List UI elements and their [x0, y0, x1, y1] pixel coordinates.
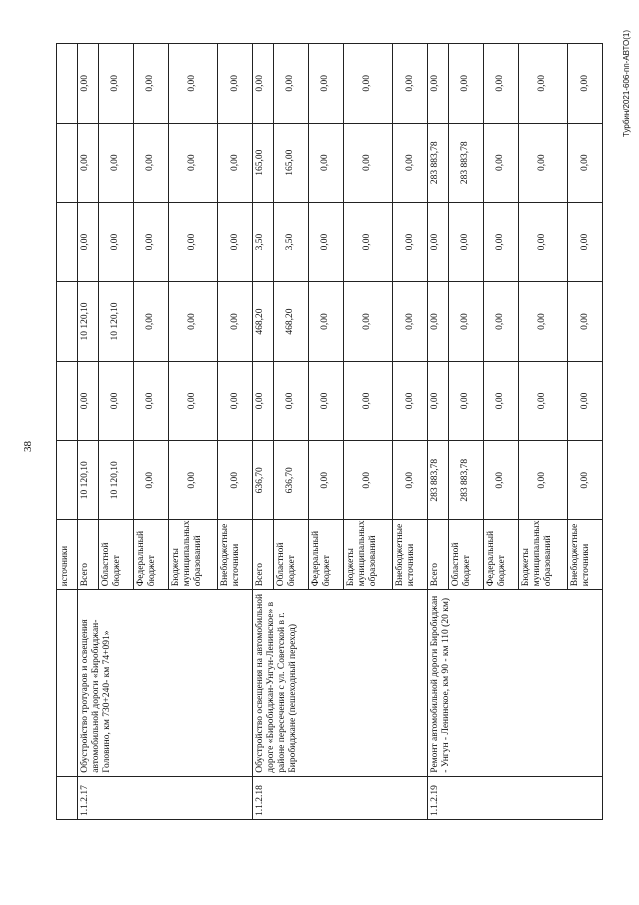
value-cell: 0,00	[567, 44, 602, 124]
value-cell: 0,00	[133, 202, 168, 281]
value-cell: 0,00	[392, 361, 427, 440]
value-cell: 636,70	[252, 441, 273, 520]
funding-source: Бюджеты муниципальных образований	[168, 520, 217, 590]
value-cell: 0,00	[168, 202, 217, 281]
value-cell: 0,00	[308, 282, 343, 361]
value-cell: 0,00	[273, 44, 308, 124]
funding-source: Внебюджетные источники	[392, 520, 427, 590]
value-cell: 0,00	[168, 441, 217, 520]
item-code: 1.1.2.19	[427, 776, 602, 819]
budget-table	[56, 43, 603, 820]
value-cell: 0,00	[448, 282, 483, 361]
value-cell: 0,00	[518, 44, 567, 124]
document-footer-code: Турбин/2021-606-пп-АВТО(1)	[622, 30, 631, 137]
value-cell: 0,00	[567, 202, 602, 281]
funding-source: Бюджеты муниципальных образований	[518, 520, 567, 590]
value-cell: 0,00	[252, 44, 273, 124]
funding-source: Областной бюджет	[448, 520, 483, 590]
header-cell	[57, 123, 78, 202]
value-cell: 0,00	[308, 441, 343, 520]
header-cell-sources: источники	[57, 520, 78, 590]
header-cell	[57, 776, 78, 819]
value-cell: 0,00	[252, 361, 273, 440]
value-cell: 0,00	[98, 361, 133, 440]
value-cell: 0,00	[392, 282, 427, 361]
value-cell: 0,00	[168, 282, 217, 361]
header-cell	[57, 590, 78, 776]
value-cell: 0,00	[308, 361, 343, 440]
budget-table-rotated	[56, 43, 603, 820]
funding-source: Бюджеты муниципальных образований	[343, 520, 392, 590]
value-cell: 0,00	[483, 361, 518, 440]
value-cell: 0,00	[567, 361, 602, 440]
value-cell: 3,50	[252, 202, 273, 281]
value-cell: 0,00	[483, 202, 518, 281]
table-header-row	[57, 44, 78, 820]
value-cell: 0,00	[343, 44, 392, 124]
value-cell: 0,00	[392, 441, 427, 520]
value-cell: 0,00	[217, 361, 252, 440]
value-cell: 283 883,78	[448, 441, 483, 520]
table-body	[57, 44, 603, 820]
value-cell: 0,00	[567, 123, 602, 202]
value-cell: 0,00	[518, 441, 567, 520]
value-cell: 0,00	[98, 123, 133, 202]
value-cell: 0,00	[273, 361, 308, 440]
funding-source: Внебюджетные источники	[217, 520, 252, 590]
value-cell: 10 120,10	[78, 282, 99, 361]
value-cell: 0,00	[168, 44, 217, 124]
value-cell: 0,00	[217, 441, 252, 520]
value-cell: 0,00	[78, 123, 99, 202]
funding-source: Федеральный бюджет	[483, 520, 518, 590]
value-cell: 0,00	[427, 361, 448, 440]
value-cell: 0,00	[427, 44, 448, 124]
value-cell: 283 883,78	[427, 123, 448, 202]
table-row	[78, 44, 99, 820]
value-cell: 0,00	[483, 44, 518, 124]
value-cell: 0,00	[78, 361, 99, 440]
header-cell	[57, 44, 78, 124]
value-cell: 0,00	[518, 202, 567, 281]
value-cell: 0,00	[518, 282, 567, 361]
funding-source: Областной бюджет	[273, 520, 308, 590]
value-cell: 0,00	[448, 361, 483, 440]
value-cell: 0,00	[343, 361, 392, 440]
item-name: Обустройство тротуаров и освещения автомобильной дороги «Биробиджан-Головино, км 730+240- км 74+091»	[78, 590, 253, 776]
value-cell: 0,00	[483, 441, 518, 520]
value-cell: 0,00	[427, 282, 448, 361]
header-cell	[57, 441, 78, 520]
value-cell: 468,20	[273, 282, 308, 361]
value-cell: 0,00	[392, 123, 427, 202]
value-cell: 0,00	[427, 202, 448, 281]
value-cell: 0,00	[567, 282, 602, 361]
value-cell: 0,00	[78, 44, 99, 124]
value-cell: 0,00	[392, 44, 427, 124]
value-cell: 0,00	[78, 202, 99, 281]
item-name: Обустройство освещения на автомобильной дороге «Биробиджан-Унгун-Ленинское» в районе пересечения с ул. Советской в г. Биробиджане (пешеходный переход)	[252, 590, 427, 776]
value-cell: 0,00	[567, 441, 602, 520]
value-cell: 0,00	[168, 361, 217, 440]
funding-source: Всего	[252, 520, 273, 590]
funding-source: Федеральный бюджет	[308, 520, 343, 590]
value-cell: 10 120,10	[98, 441, 133, 520]
value-cell: 0,00	[98, 202, 133, 281]
funding-source: Областной бюджет	[98, 520, 133, 590]
value-cell: 0,00	[518, 123, 567, 202]
value-cell: 0,00	[308, 123, 343, 202]
item-name: Ремонт автомобильной дороги Биробиджан - Унгун - Ленинское, км 90 - км 110 (20 км)	[427, 590, 602, 776]
value-cell: 0,00	[483, 123, 518, 202]
value-cell: 0,00	[133, 44, 168, 124]
value-cell: 0,00	[217, 123, 252, 202]
value-cell: 0,00	[133, 361, 168, 440]
value-cell: 283 883,78	[448, 123, 483, 202]
value-cell: 0,00	[308, 202, 343, 281]
value-cell: 0,00	[343, 123, 392, 202]
value-cell: 0,00	[392, 202, 427, 281]
value-cell: 0,00	[343, 441, 392, 520]
value-cell: 165,00	[252, 123, 273, 202]
value-cell: 165,00	[273, 123, 308, 202]
header-cell	[57, 282, 78, 361]
value-cell: 0,00	[448, 202, 483, 281]
value-cell: 0,00	[133, 441, 168, 520]
value-cell: 0,00	[343, 202, 392, 281]
value-cell: 10 120,10	[98, 282, 133, 361]
funding-source: Всего	[78, 520, 99, 590]
funding-source: Федеральный бюджет	[133, 520, 168, 590]
item-code: 1.1.2.17	[78, 776, 253, 819]
value-cell: 0,00	[217, 282, 252, 361]
value-cell: 0,00	[483, 282, 518, 361]
value-cell: 0,00	[133, 282, 168, 361]
value-cell: 0,00	[217, 202, 252, 281]
page-number: 38	[22, 441, 34, 452]
value-cell: 283 883,78	[427, 441, 448, 520]
value-cell: 0,00	[448, 44, 483, 124]
value-cell: 468,20	[252, 282, 273, 361]
value-cell: 0,00	[518, 361, 567, 440]
funding-source: Внебюджетные источники	[567, 520, 602, 590]
value-cell: 0,00	[217, 44, 252, 124]
value-cell: 0,00	[98, 44, 133, 124]
table-row	[252, 44, 273, 820]
value-cell: 0,00	[168, 123, 217, 202]
value-cell: 0,00	[133, 123, 168, 202]
value-cell: 3,50	[273, 202, 308, 281]
value-cell: 0,00	[308, 44, 343, 124]
funding-source: Всего	[427, 520, 448, 590]
value-cell: 10 120,10	[78, 441, 99, 520]
table-row	[427, 44, 448, 820]
header-cell	[57, 202, 78, 281]
header-cell	[57, 361, 78, 440]
item-code: 1.1.2.18	[252, 776, 427, 819]
value-cell: 636,70	[273, 441, 308, 520]
value-cell: 0,00	[343, 282, 392, 361]
